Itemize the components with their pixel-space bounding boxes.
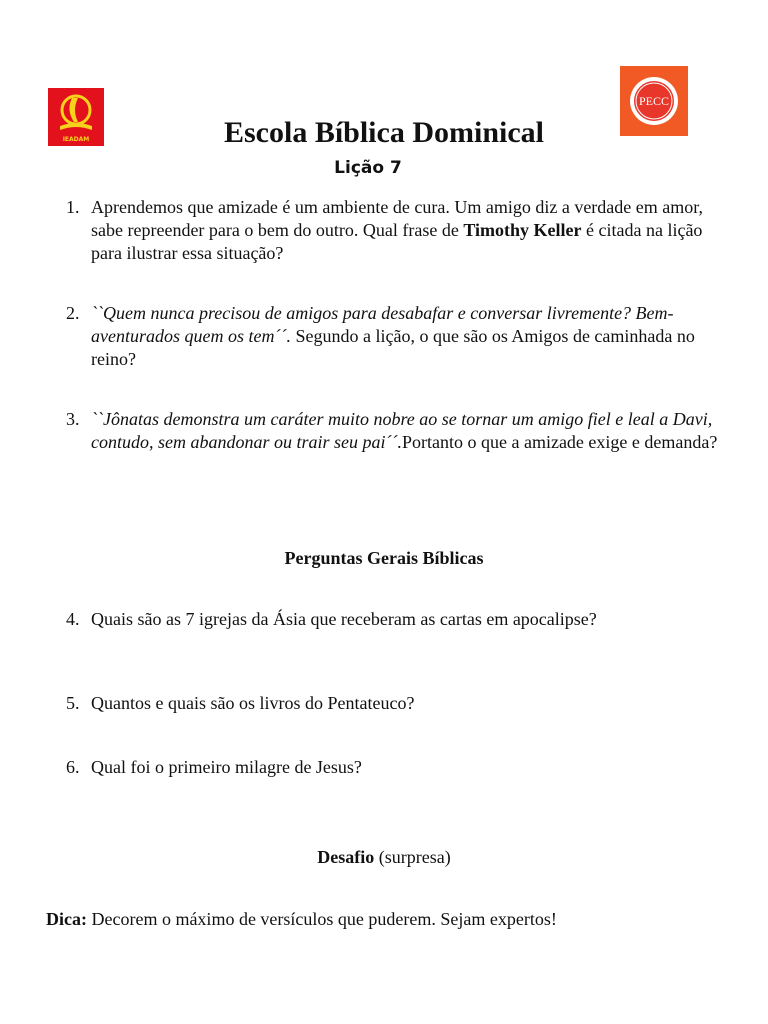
ieadam-logo-text: IEADAM <box>62 136 90 143</box>
question-text: Quantos e quais são os livros do Pentateuco? <box>91 693 415 713</box>
question-number: 2. <box>66 303 80 323</box>
question-text: Quais são as 7 igrejas da Ásia que receberam as cartas em apocalipse? <box>91 609 597 629</box>
challenge-line <box>0 847 768 868</box>
question-text <box>91 408 726 454</box>
question-4 <box>66 608 726 631</box>
question-6 <box>66 756 726 779</box>
quote-text: ``Jônatas demonstra um caráter muito nobre ao se tornar um amigo fiel e leal a Davi, contudo, sem abandonar ou trair seu pai´´. <box>91 409 713 452</box>
question-2 <box>66 302 726 371</box>
question-number: 6. <box>66 757 80 777</box>
challenge-note: (surpresa) <box>378 847 451 867</box>
question-3 <box>66 408 726 454</box>
pecc-logo-text: PECC <box>638 94 669 108</box>
question-1 <box>66 196 726 265</box>
question-number: 3. <box>66 409 80 429</box>
tip-line <box>46 909 746 930</box>
section-heading: Perguntas Gerais Bíblicas <box>284 548 484 568</box>
question-text-part: Aprendemos que amizade é um ambiente de cura. Um amigo diz a verdade em amor, sabe repreender para o bem do outro. Qual frase de <box>91 197 704 240</box>
quote-text: ``Quem nunca precisou de amigos para desabafar e conversar livremente? Bem-aventurados quem os tem´´. <box>91 303 674 346</box>
question-text-part: Segundo a lição, o que são os Amigos de caminhada no reino? <box>91 326 695 369</box>
challenge-label: Desafio <box>317 847 375 867</box>
lesson-number: Lição 7 <box>334 158 402 178</box>
question-text-part: é citada na lição para ilustrar essa situação? <box>91 220 703 263</box>
question-number: 5. <box>66 693 80 713</box>
question-text <box>91 302 726 371</box>
author-name: Timothy Keller <box>463 220 582 240</box>
page-title: Escola Bíblica Dominical <box>223 116 544 149</box>
question-text-part: Portanto o que a amizade exige e demanda? <box>401 432 718 452</box>
question-5 <box>66 692 726 715</box>
tip-text: Decorem o máximo de versículos que puderem. Sejam expertos! <box>91 909 557 929</box>
question-number: 4. <box>66 609 80 629</box>
question-text: Qual foi o primeiro milagre de Jesus? <box>91 757 362 777</box>
question-number: 1. <box>66 197 80 217</box>
question-text <box>91 196 726 265</box>
tip-label: Dica: <box>46 909 87 929</box>
